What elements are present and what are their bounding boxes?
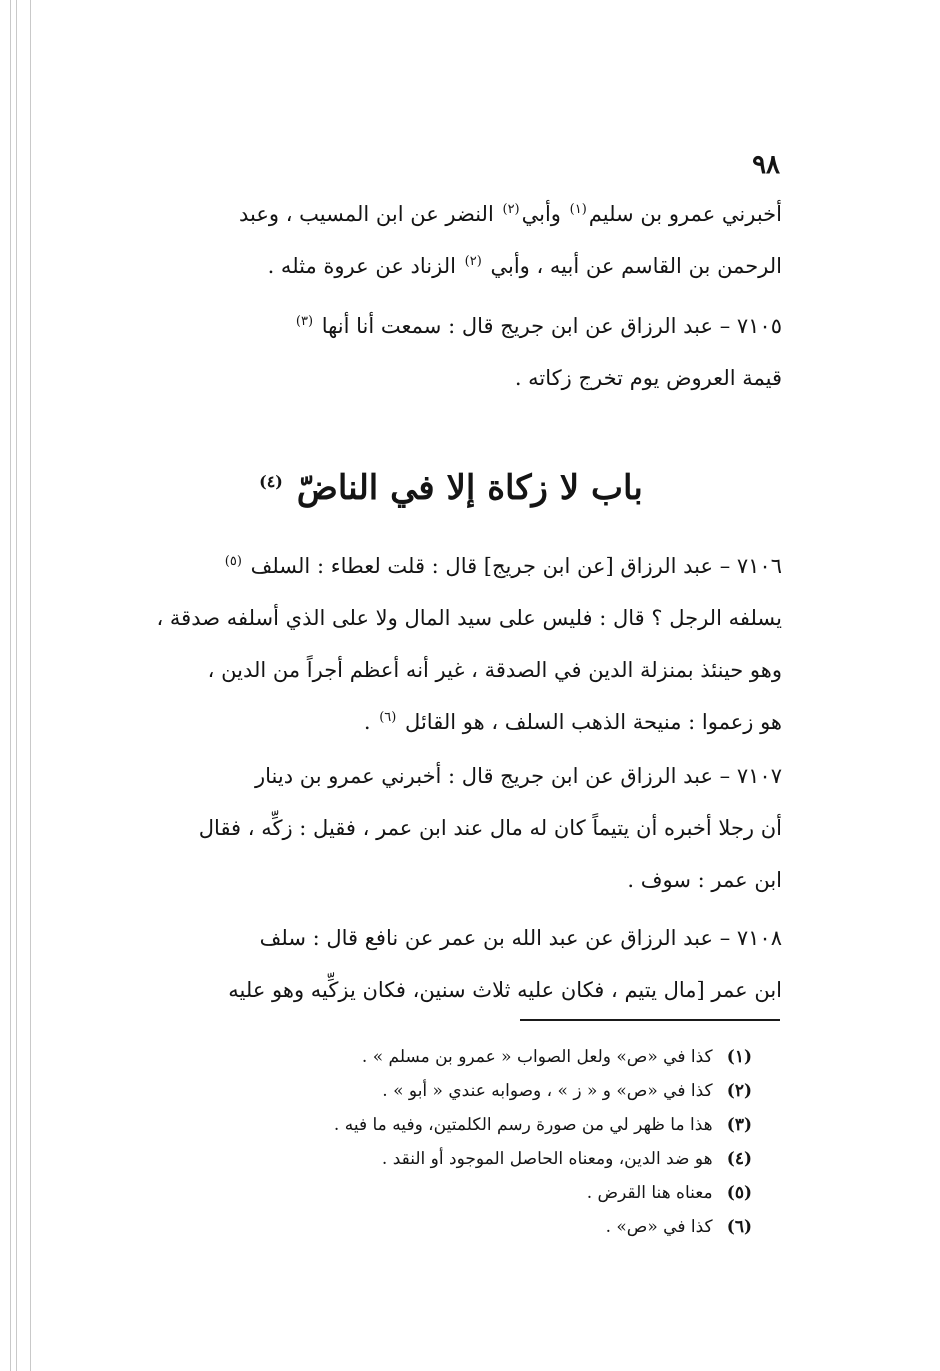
text-line [110, 240, 782, 292]
section-heading [180, 458, 720, 518]
text-span: أخبرني عمرو بن سليم [588, 202, 782, 226]
text-span: الرحمن بن القاسم عن أبيه ، وأبي [490, 254, 782, 278]
text-span: ٧١٠٥ – عبد الرزاق عن ابن جريج قال : سمعت أنا أنها [321, 314, 782, 338]
paragraph-7105 [110, 300, 782, 404]
footnote-item [240, 1142, 752, 1176]
scan-edge-line [16, 0, 17, 1371]
paragraph-7107 [110, 750, 782, 906]
text-line: أن رجلا أخبره أن يتيماً كان له مال عند ابن عمر ، فقيل : زكِّه ، فقال [198, 816, 782, 840]
footnote-text: كذا في «ص» ولعل الصواب « عمرو بن مسلم » . [361, 1047, 713, 1067]
page-number: ٩٨ [752, 150, 780, 180]
text-span: . [363, 710, 371, 734]
text-span: الزناد عن عروة مثله . [267, 254, 456, 278]
footnote-mark: (٤) [726, 1149, 752, 1169]
footnote-mark: (٣) [726, 1115, 752, 1135]
text-line [110, 540, 782, 592]
text-line: وهو حينئذ بمنزلة الدين في الصدقة ، غير أنه أعظم أجراً من الدين ، [207, 658, 782, 682]
footnote-ref: (٢) [464, 254, 482, 269]
text-line: ٧١٠٧ – عبد الرزاق عن ابن جريج قال : أخبرني عمرو بن دينار [254, 764, 782, 788]
footnote-ref: (١) [569, 202, 587, 217]
text-span: وأبي [521, 202, 561, 226]
footnote-item [240, 1040, 752, 1074]
footnote-mark: (١) [726, 1047, 752, 1067]
footnote-ref: (٢) [502, 202, 520, 217]
footnote-item [240, 1108, 752, 1142]
paragraph-7106 [110, 540, 782, 748]
text-line: قيمة العروض يوم تخرج زكاته . [514, 366, 782, 390]
footnote-text: معناه هنا القرض . [586, 1183, 713, 1203]
text-line: ابن عمر : سوف . [627, 868, 782, 892]
footnote-mark: (٦) [726, 1217, 752, 1237]
footnote-item [240, 1210, 752, 1244]
scan-edge-line [10, 0, 11, 1371]
footnote-ref: (٥) [224, 554, 242, 569]
footnote-ref: (٣) [295, 314, 314, 329]
footnote-text: كذا في «ص» و « ز » ، وصوابه عندي « أبو » . [382, 1081, 713, 1101]
footnote-item [240, 1176, 752, 1210]
paragraph-intro [110, 188, 782, 292]
text-line [110, 696, 782, 748]
footnote-mark: (٢) [726, 1081, 752, 1101]
text-line [110, 188, 782, 240]
scan-edge-line [30, 0, 31, 1371]
footnote-separator [520, 1019, 780, 1021]
footnote-mark: (٥) [726, 1183, 752, 1203]
text-line: ٧١٠٨ – عبد الرزاق عن عبد الله بن عمر عن نافع قال : سلف [259, 926, 782, 950]
footnote-text: كذا في «ص» . [605, 1217, 713, 1237]
footnote-ref: (٤) [259, 471, 283, 491]
text-line [110, 300, 782, 352]
text-span: هو زعموا : منيحة الذهب السلف ، هو القائل [405, 710, 782, 734]
text-line: يسلفه الرجل ؟ قال : فليس على سيد المال ولا على الذي أسلفه صدقة ، [156, 606, 782, 630]
footnotes [240, 1040, 752, 1244]
text-span: ٧١٠٦ – عبد الرزاق [عن ابن جريج] قال : قلت لعطاء : السلف [250, 554, 782, 578]
text-span: النضر عن ابن المسيب ، وعبد [238, 202, 494, 226]
heading-text: باب لا زكاة إلا في الناضّ [296, 468, 643, 508]
footnote-ref: (٦) [379, 710, 397, 725]
text-line: ابن عمر [مال يتيم ، فكان عليه ثلاث سنين، فكان يزكِّيه وهو عليه [228, 978, 782, 1002]
paragraph-7108 [110, 912, 782, 1016]
footnote-text: هو ضد الدين، ومعناه الحاصل الموجود أو النقد . [381, 1149, 713, 1169]
footnote-text: هذا ما ظهر لي من صورة رسم الكلمتين، وفيه ما فيه . [333, 1115, 713, 1135]
footnote-item [240, 1074, 752, 1108]
